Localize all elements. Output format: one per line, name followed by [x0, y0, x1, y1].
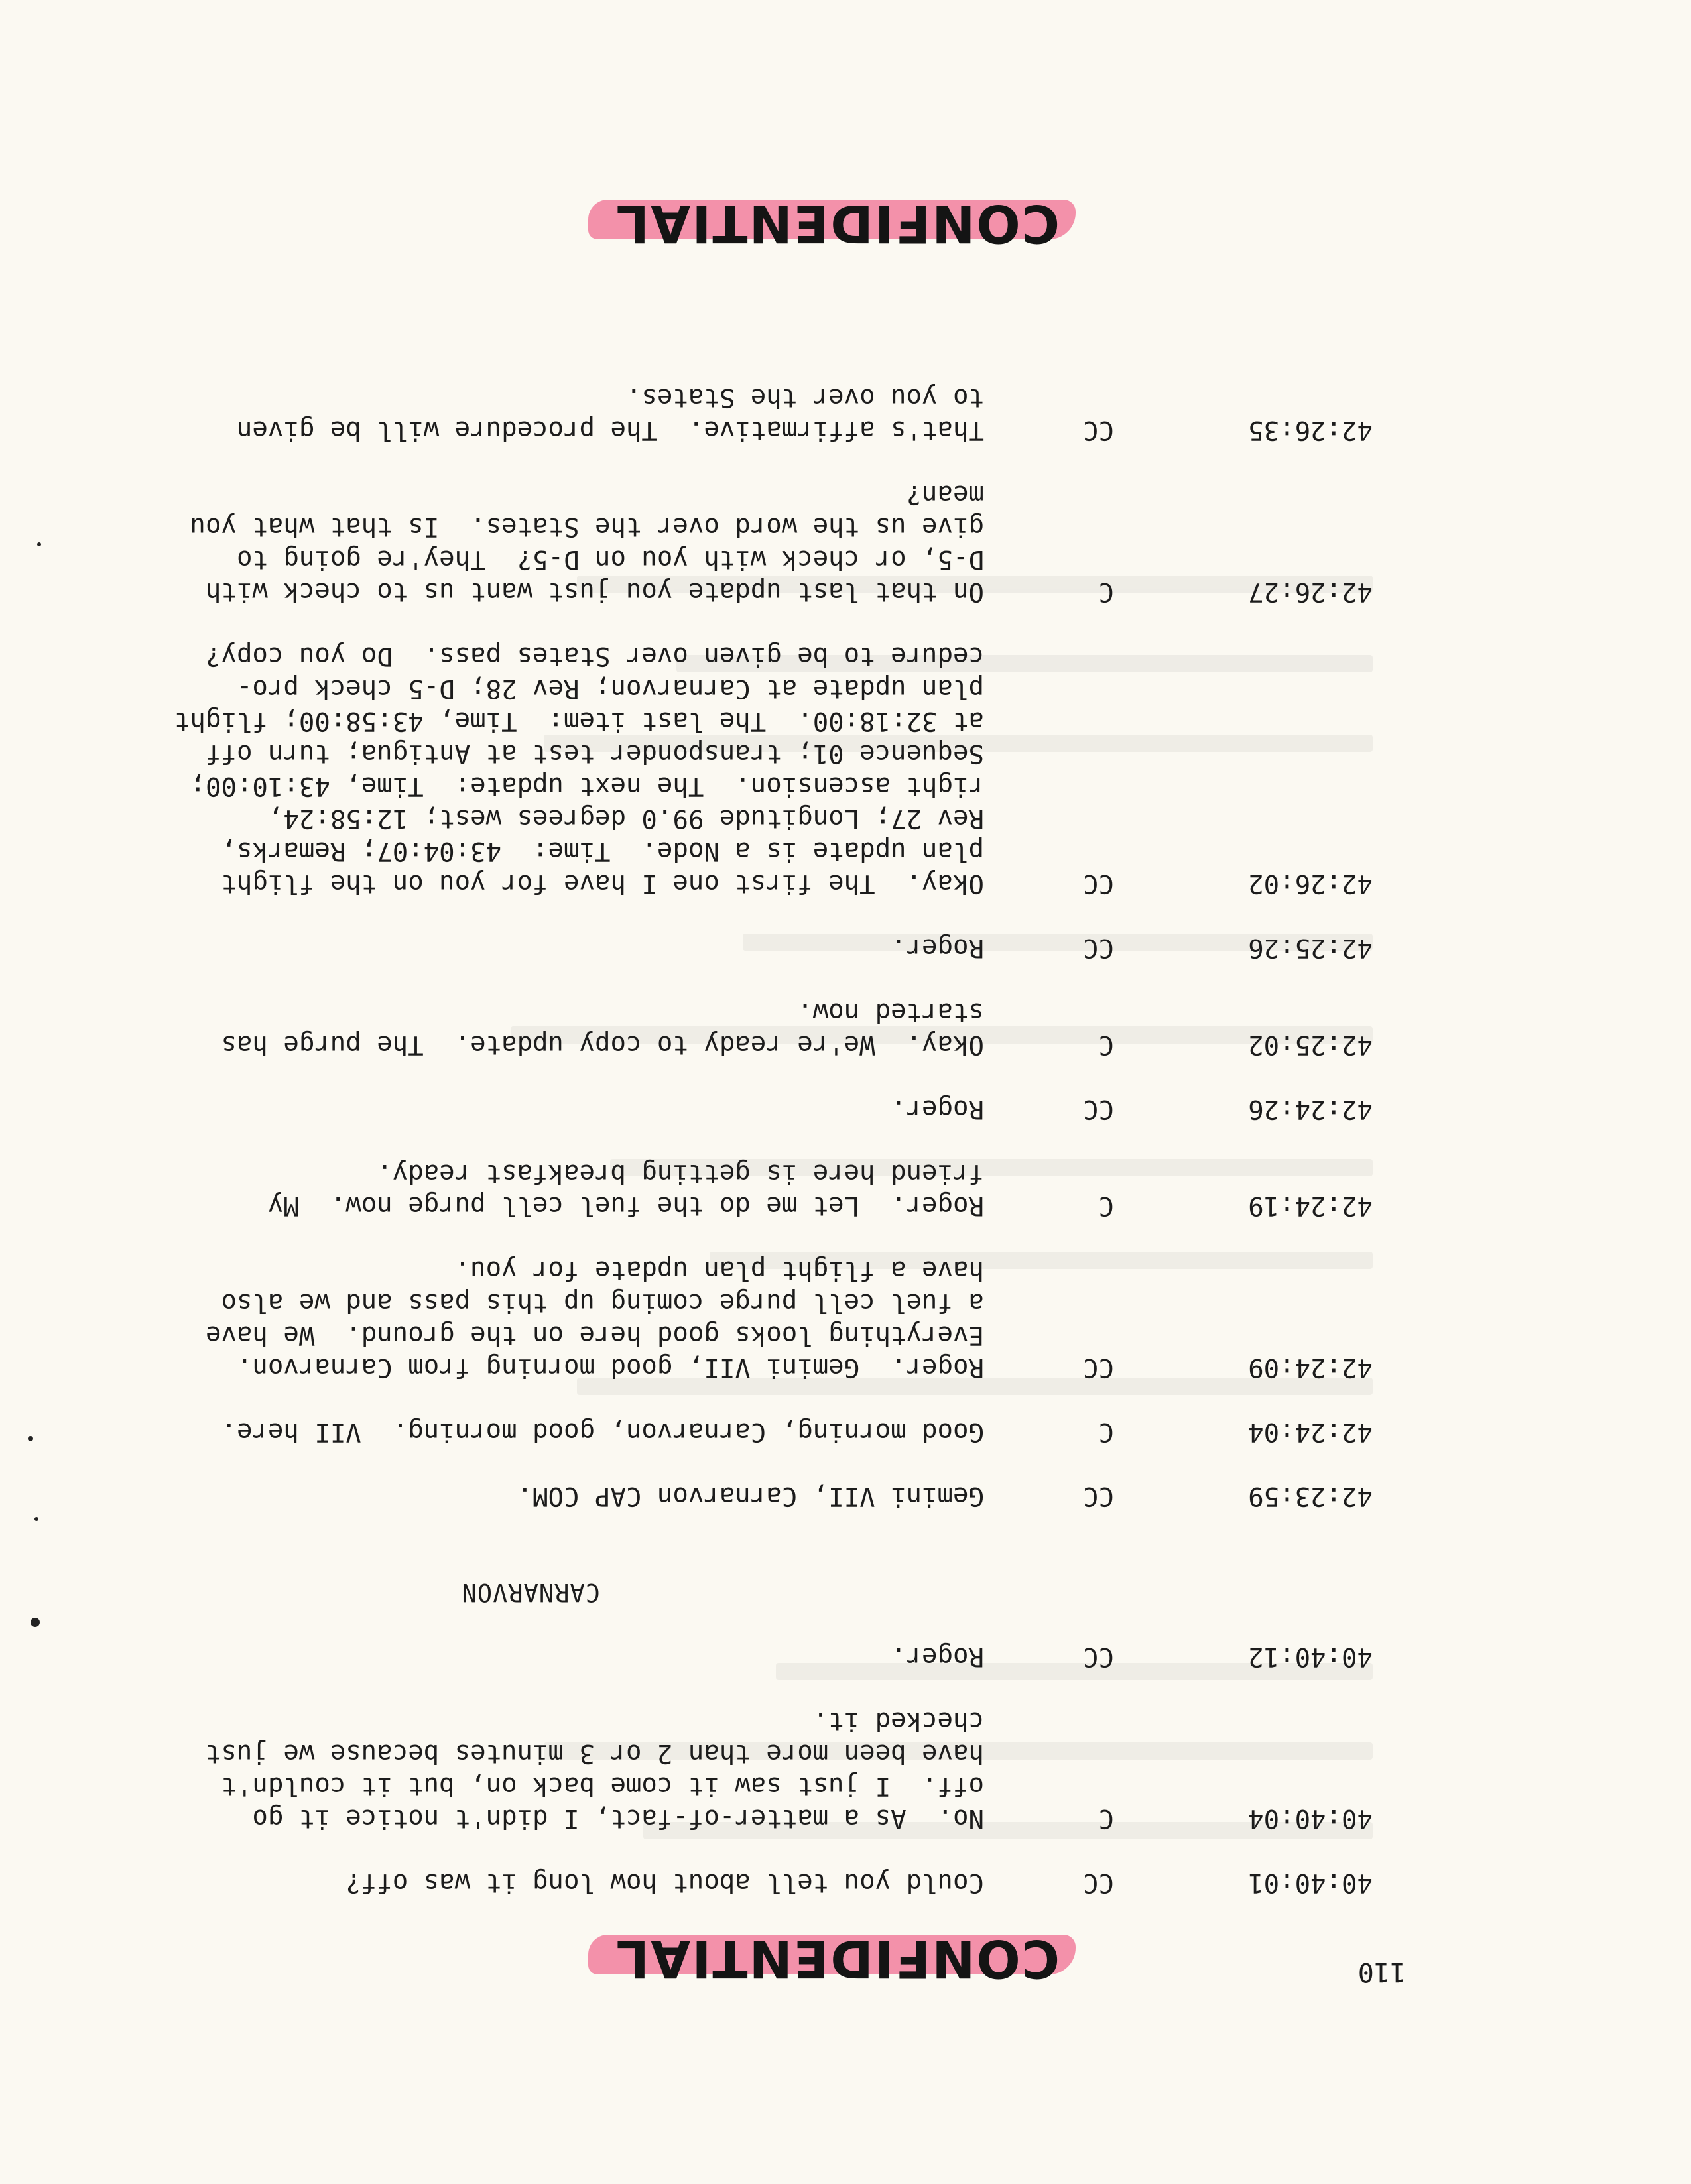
entry-text: Could you tell about how long it was off? — [345, 1868, 984, 1898]
confidential-stamp-bottom — [608, 194, 1066, 251]
transcript-entry — [113, 1866, 1373, 1899]
transcript-entry — [113, 1640, 1373, 1673]
entry-speaker: C — [1098, 577, 1114, 607]
entry-time: 40:40:04 — [1248, 1803, 1373, 1833]
entry-text: Roger. — [891, 1094, 984, 1124]
section-heading: CARNARVON — [461, 1578, 600, 1607]
entry-speaker: C — [1098, 1191, 1114, 1221]
entry-text: Good morning, Carnarvon, good morning. VII here. — [221, 1417, 984, 1447]
transcript-entry — [113, 1705, 1373, 1835]
entry-speaker: CC — [1083, 869, 1114, 898]
punch-mark — [31, 1618, 40, 1627]
entry-time: 42:24:19 — [1248, 1191, 1373, 1221]
entry-time: 40:40:01 — [1248, 1868, 1373, 1898]
entry-time: 42:24:04 — [1248, 1417, 1373, 1447]
entry-text: Roger. — [891, 933, 984, 963]
transcript-entry — [113, 1093, 1373, 1125]
entry-text: Okay. The first one I have for you on the flight plan update is a Node. Time: 43:04:07; Remarks, Rev 27; Longitude 99.0 degrees west; 12:58:24, right ascension. The next update: Time, 43:10:00; Sequence 01; transponder test at Antigua; turn off at 32:18:00. The last item: Time, 43:58:00; flight plan update at Carnarvon; Rev 28; D-5 check pro- cedure to be given over States pass. Do you copy? — [174, 641, 984, 898]
entry-time: 42:26:02 — [1248, 869, 1373, 898]
entry-text: Gemini VII, Carnarvon CAP COM. — [517, 1481, 984, 1511]
entry-time: 42:26:27 — [1248, 577, 1373, 607]
entry-text: Roger. Gemini VII, good morning from Carnarvon. Everything looks good here on the ground. We have a fuel cell purge coming up this pass and we also have a flight plan update for you. — [206, 1255, 984, 1382]
punch-mark — [34, 1517, 38, 1521]
transcript-entry — [113, 1157, 1373, 1222]
entry-speaker: C — [1098, 1417, 1114, 1447]
stamp-label: CONFIDENTIAL — [615, 1928, 1060, 1988]
entry-text: Roger. — [891, 1642, 984, 1671]
entry-speaker: CC — [1083, 415, 1114, 445]
entry-time: 42:24:09 — [1248, 1353, 1373, 1382]
entry-speaker: CC — [1083, 933, 1114, 963]
transcript-entry — [113, 640, 1373, 900]
entry-time: 40:40:12 — [1248, 1642, 1373, 1671]
stamp-label: CONFIDENTIAL — [615, 193, 1060, 253]
transcript-entry — [113, 932, 1373, 964]
entry-time: 42:24:26 — [1248, 1094, 1373, 1124]
entry-speaker: C — [1098, 1803, 1114, 1833]
transcript-entry — [113, 996, 1373, 1061]
transcript-entry — [113, 1480, 1373, 1512]
air-ground-transcript — [113, 349, 1373, 1899]
entry-speaker: CC — [1083, 1481, 1114, 1511]
entry-text: That's affirmative. The procedure will be given to you over the States. — [236, 383, 984, 445]
transcript-entry — [113, 1254, 1373, 1384]
transcript-entry — [113, 478, 1373, 608]
entry-speaker: CC — [1083, 1642, 1114, 1671]
confidential-stamp-top — [608, 1929, 1066, 1986]
punch-mark — [28, 1436, 33, 1441]
entry-text: Roger. Let me do the fuel cell purge now. My friend here is getting breakfast ready. — [267, 1158, 984, 1221]
entry-text: Okay. We're ready to copy update. The purge has started now. — [221, 997, 984, 1060]
entry-speaker: CC — [1083, 1094, 1114, 1124]
entry-time: 42:23:59 — [1248, 1481, 1373, 1511]
entry-speaker: C — [1098, 1030, 1114, 1060]
entry-speaker: CC — [1083, 1868, 1114, 1898]
entry-time: 42:26:35 — [1248, 415, 1373, 445]
entry-time: 42:25:26 — [1248, 933, 1373, 963]
entry-speaker: CC — [1083, 1353, 1114, 1382]
transcript-entry — [113, 1416, 1373, 1448]
entry-text: No. As a matter-of-fact, I didn't notice it go off. I just saw it come back on, but it couldn't have been more than 2 or 3 minutes because we just checked it. — [206, 1706, 984, 1833]
entry-time: 42:25:02 — [1248, 1030, 1373, 1060]
page-number: 110 — [1357, 1957, 1406, 1987]
entry-text: On that last update you just want us to check with D-5, or check with you on D-5? They're going to give us the word over the States. Is that what you mean? — [190, 479, 984, 607]
punch-mark — [37, 542, 41, 546]
transcript-entry — [113, 381, 1373, 446]
